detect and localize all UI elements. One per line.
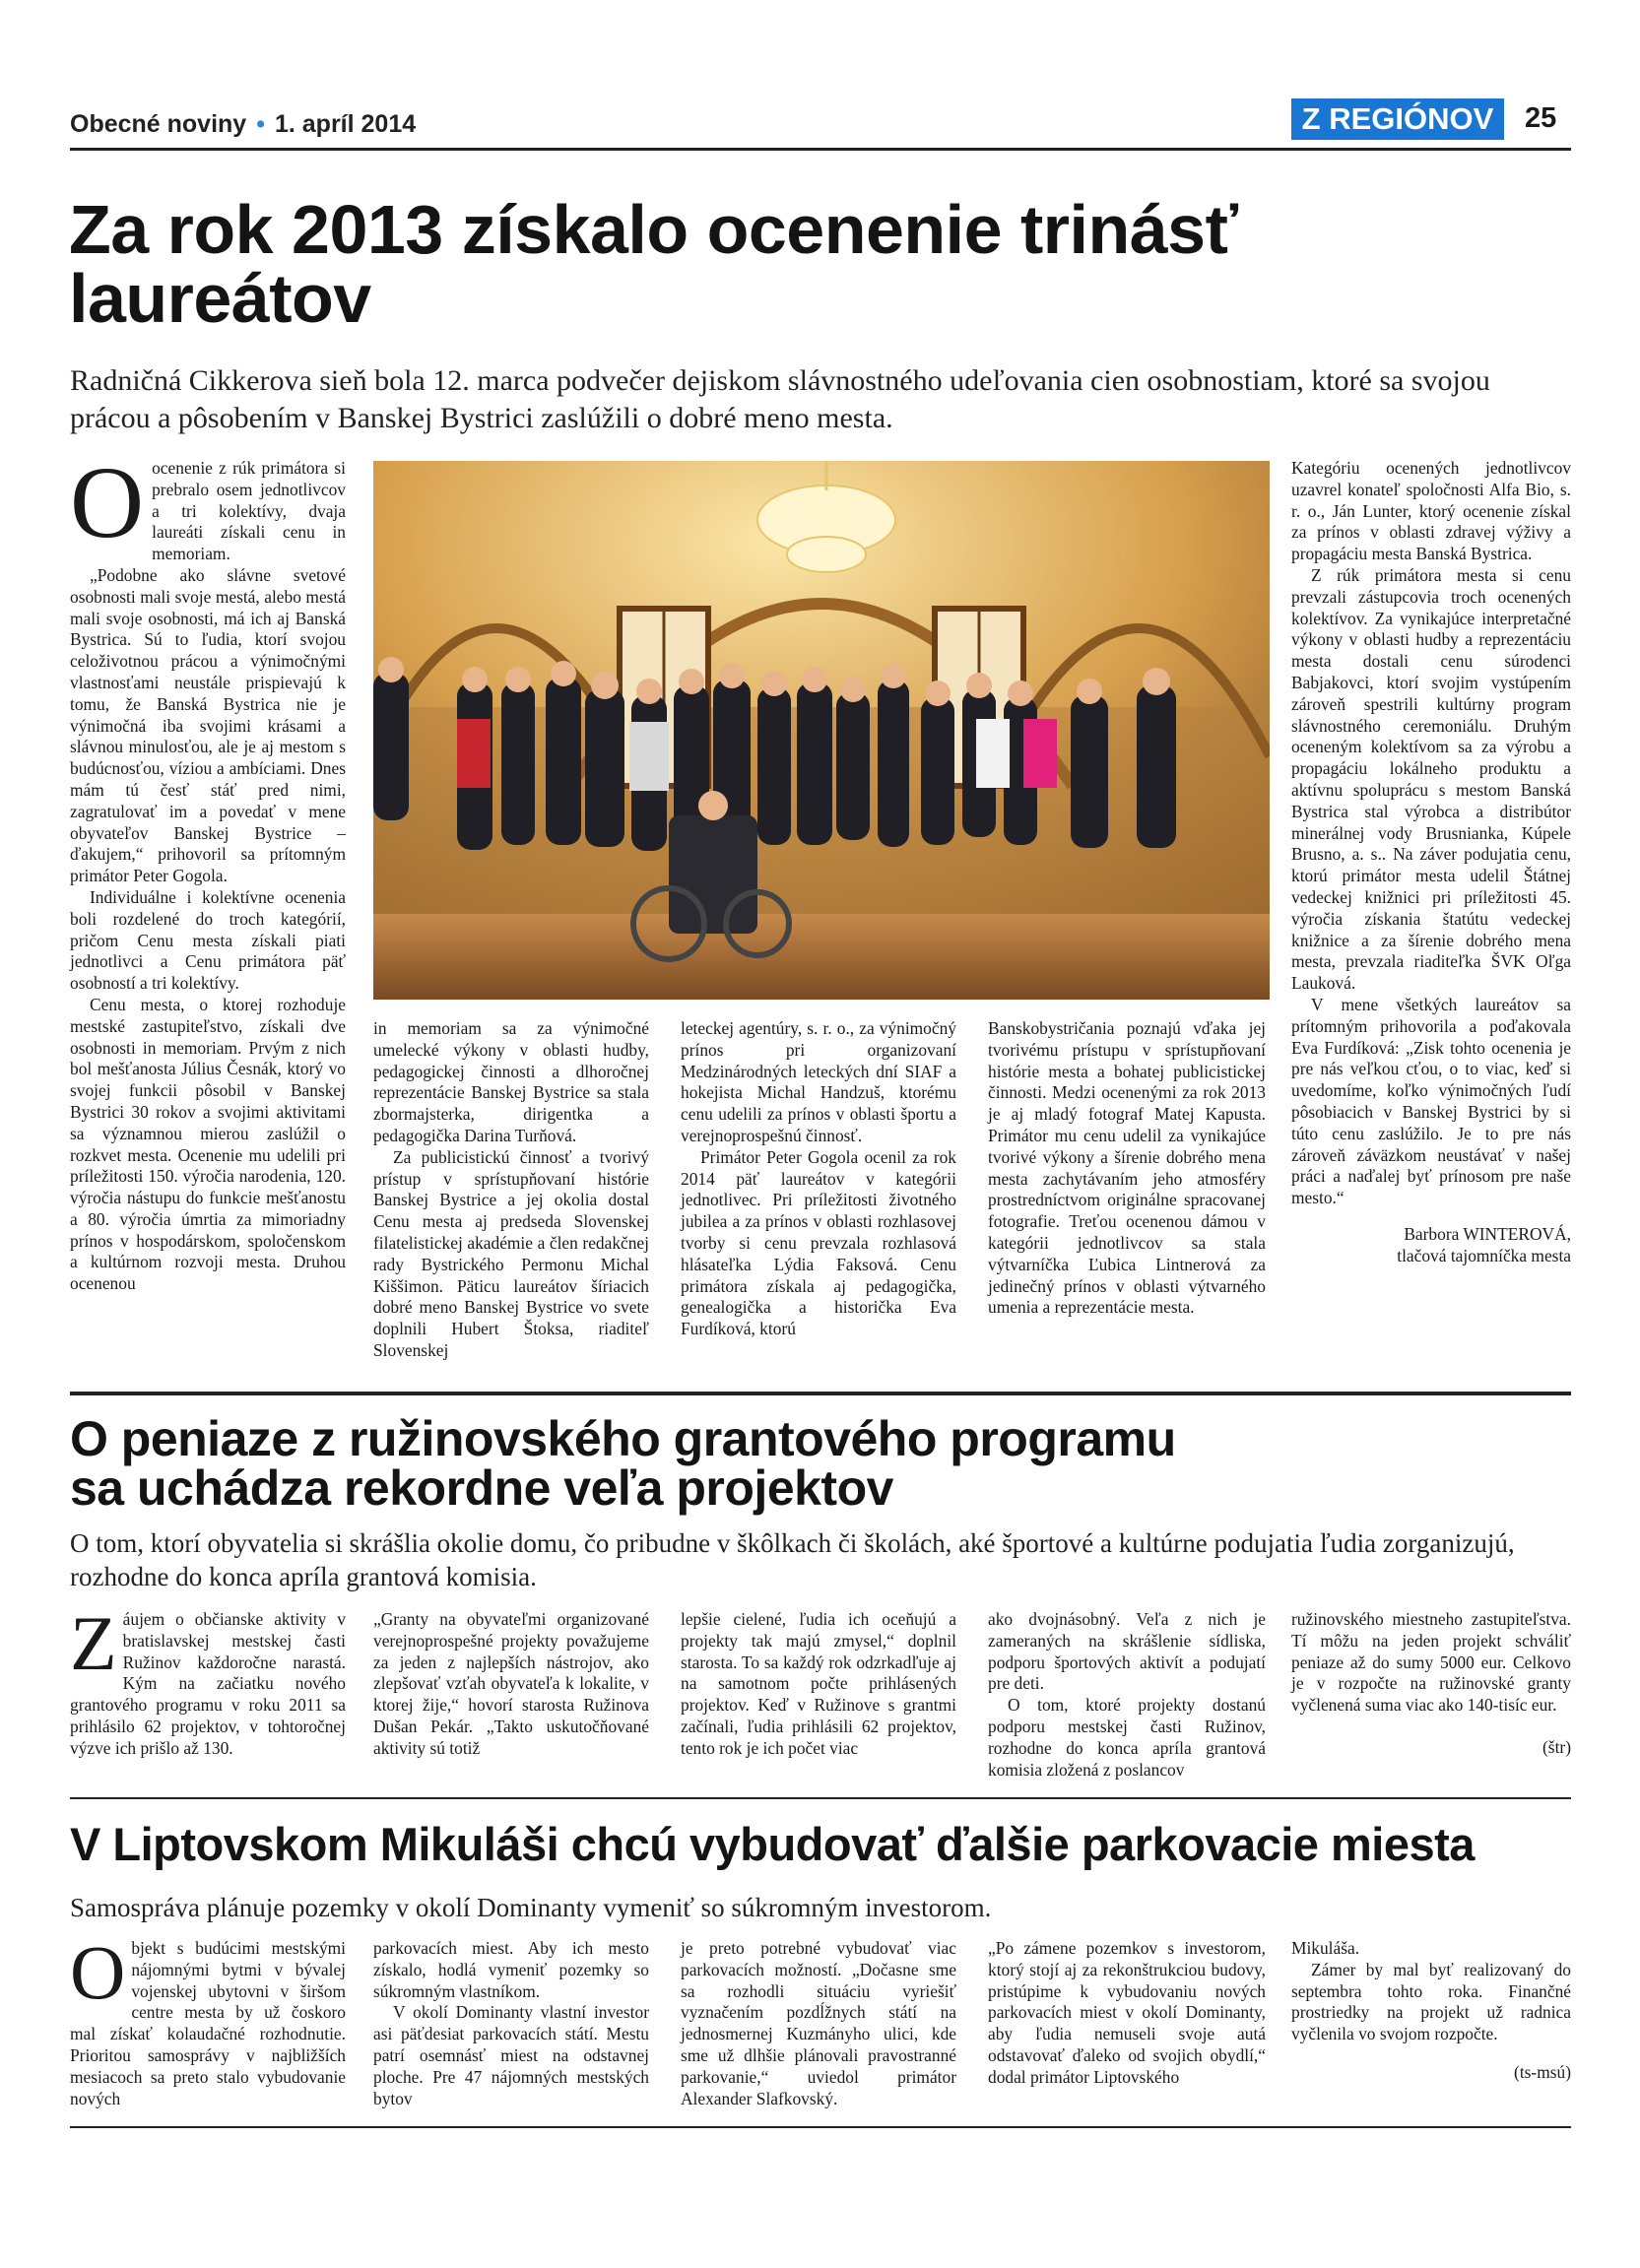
article-3-column-3 [681,1938,956,2109]
article-2-title [70,1411,1547,1516]
paragraph: ocenenie z rúk primátora si prebralo osem jednotlivcov a tri kolektívy, dvaja laureáti získali cenu in memoriam. [152,458,346,564]
paragraph: Zámer by mal byť realizovaný do septembra tohto roka. Finančné prostriedky na projekt už radnica vyčlenila vo svojom rozpočte. [1291,1959,1571,2044]
publication-name: Obecné noviny [70,110,247,138]
paragraph: Mikuláša. [1291,1938,1360,1958]
article-3-title: V Liptovskom Mikuláši chcú vybudovať ďalšie parkovacie miesta [70,1818,1475,1870]
page-number: 25 [1525,102,1557,134]
article-3-column-2 [373,1938,649,2109]
group-photo [373,461,1270,1000]
dropcap: O [70,1929,126,2015]
article-2-column-2 [373,1609,649,1760]
paragraph: ako dvojnásobný. Veľa z nich je zameraných na skrášlenie sídliska, podporu športových aktivít a podujatí pre deti. [988,1609,1266,1694]
paragraph: lepšie cielené, ľudia ich oceňujú a projekty tak majú zmysel,“ doplnil starosta. To sa každý rok odzrkadľuje aj na samotnom počte prihlásených projektov. Keď v Ružinove s grantmi začínali, ľudia prihlásili 62 projektov, tento rok je ich počet viac [681,1609,956,1758]
paragraph: Za publicistickú činnosť a tvorivý prístup v sprístupňovaní histórie Banskej Bystrice a jej okolia dostal Cenu mesta aj predseda Slovenskej filatelistickej akadémie a člen redakčnej rady Bystrického Permonu Michal Kiššimon. Päticu laureátov šíriacich dobré meno Banskej Bystrice vo svete doplnili Hubert Štoksa, riaditeľ Slovenskej [373,1146,649,1360]
paragraph: V okolí Dominanty vlastní investor asi päťdesiat parkovacích státí. Mestu patrí osemnásť miest na odstavnej ploche. Pre 47 nájomných mestských bytov [373,2002,649,2108]
article-1-column-5 [1291,458,1571,1266]
issue-date: 1. apríl 2014 [274,110,417,138]
dropcap: Z [70,1600,117,1686]
article-2-title-line-1: O peniaze z ružinovského grantového programu [70,1411,1176,1466]
dropcap: O [70,446,145,559]
article-2-column-1 [70,1600,346,1760]
section-divider [70,1392,1571,1395]
footer-rule [70,2126,1571,2128]
author-name: (ts-msú) [1514,2061,1571,2082]
paragraph: Kategóriu ocenených jednotlivcov uzavrel konateľ spoločnosti Alfa Bio, s. r. o., Ján Lunter, ktorý ocenenie získal za prínos v oblasti zdravej výživy a propagáciu mesta Banská Bystrica. [1291,458,1571,564]
article-3-column-1 [70,1929,346,2109]
article-2-deck: O tom, ktorí obyvatelia si skrášlia okolie domu, čo pribudne v škôlkach či školách, aké športové a kultúrne podujatia ľudia zorganizujú, rozhodne do konca apríla grantová komisia. [70,1528,1515,1591]
separator-dot: • [256,110,265,138]
section-divider [70,1797,1571,1799]
author-role: tlačová tajomníčka mesta [1397,1245,1571,1265]
paragraph: O tom, ktoré projekty dostanú podporu mestskej časti Ružinov, rozhodne do konca apríla grantová komisia zložená z poslancov [988,1695,1266,1780]
section-tag: Z REGIÓNOV [1291,98,1504,140]
article-1-deck: Radničná Cikkerova sieň bola 12. marca podvečer dejiskom slávnostného udeľovania cien osobnostiam, ktoré sa svojou prácou a pôsobením v Banskej Bystrici zaslúžili o dobré meno mesta. [70,364,1490,434]
paragraph: V mene všetkých laureátov sa prítomným prihovorila a poďakovala Eva Furdíková: „Zisk tohto ocenenia je pre nás veľkou cťou, o to viac, keď si uvedomíme, koľko výnimočných ľudí pôsobiacich v Banskej Bystrici by si túto cenu zaslúžilo. Je to pre nás zároveň záväzkom neustávať v našej práci a naďalej byť prínosom pre naše mesto.“ [1291,994,1571,1208]
paragraph: áujem o občianske aktivity v bratislavskej mestskej časti Ružinov každoročne narastá. Kým na začiatku nového grantového programu v roku 2011 sa prihlásilo 62 projektov, v tohtoročnej výzve ich prišlo až 130. [70,1609,346,1758]
article-3-column-4 [988,1938,1266,2089]
paragraph: „Po zámene pozemkov s investorom, ktorý stojí aj za rekonštrukciou budovy, pristúpime k vybudovaniu nových parkovacích miest v okolí Dominanty, aby ľudia nemuseli svoje autá odstavovať ďaleko od svojich obydlí,“ dodal primátor Liptovského [988,1938,1266,2087]
paragraph: „Granty na obyvateľmi organizované verejnoprospešné projekty považujeme za jeden z najlepších nástrojov, ako zlepšovať vzťah obyvateľa k lokalite, v ktorej žije,“ hovorí starosta Ružinova Dušan Pekár. „Takto uskutočňované aktivity sú totiž [373,1609,649,1758]
article-1-column-4 [988,1018,1266,1319]
paragraph: „Podobne ako slávne svetové osobnosti mali svoje mestá, alebo mestá mali svoje osobnosti, má ich aj Banská Bystrica. Sú to ľudia, ktorí svojou celoživotnou prácou a výnimočnými vlastnosťami neustále prispievajú k tomu, že Banská Bystrica nie je výnimočná iba svojimi krásami a slávnou minulosťou, ale je aj mestom s budúcnosťou, víziou a ambíciami. Dnes mám tú česť stáť pred nimi, zagratulovať im a povedať v mene obyvateľov Banskej Bystrice – ďakujem,“ prihovoril sa prítomným primátor Peter Gogola. [70,564,346,886]
paragraph: ružinovského miestneho zastupiteľstva. Tí môžu na jeden projekt schváliť peniaze až do sumy 5000 eur. Celkovo je v rozpočte na ružinovské granty vyčlenená suma viac ako 140-tisíc eur. [1291,1609,1571,1716]
author-name: Barbora WINTEROVÁ, [1404,1223,1571,1244]
paragraph: Cenu mesta, o ktorej rozhoduje mestské zastupiteľstvo, získali dve osobnosti in memoriam. Prvým z nich bol mešťanosta Július Česnák, ktorý vo svojej funkcii pôsobil v Banskej Bystrici 30 rokov a svojimi aktivitami sa významnou mierou zaslúžil o rozkvet mesta. Ocenenie mu udelili pri príležitosti 150. výročia narodenia, 120. výročia nástupu do funkcie mešťanostu a 80. výročia úmrtia za mimoriadny prínos v hospodárskom, spoločenskom a kultúrnom rozvoji mesta. Druhou ocenenou [70,994,346,1294]
header-rule [70,148,1571,151]
article-2-column-4 [988,1609,1266,1781]
article-1-column-2 [373,1018,649,1362]
article-3-deck: Samospráva plánuje pozemky v okolí Dominanty vymeniť so súkromným investorom. [70,1893,992,1922]
paragraph: Banskobystričania poznajú vďaka jej tvorivému prístupu v sprístupňovaní histórie mesta a bohatej publicistickej činnosti. Medzi ocenenými za rok 2013 je aj mladý fotograf Matej Kapusta. Primátor mu cenu udelil za vynikajúce tvorivé výkony a šírenie dobrého mena mesta zachytávaním jeho atmosféry prostredníctvom originálne spracovanej fotografie. Treťou ocenenou dámou v kategórii jednotlivcov sa stala výtvarníčka Ľubica Lintnerová za jedinečný prínos v oblasti výtvarného umenia a reprezentácie mesta. [988,1018,1266,1318]
paragraph: Primátor Peter Gogola ocenil za rok 2014 päť laureátov v kategórii jednotlivec. Pri príležitosti životného jubilea a za prínos v oblasti rozhlasovej tvorby si cenu prevzala rozhlasová hlásateľka Lýdia Faksová. Cenu primátora získala aj pedagogička, genealogička a historička Eva Furdíková, ktorú [681,1146,956,1339]
paragraph: in memoriam sa za výnimočné umelecké výkony v oblasti hudby, pedagogickej činnosti a dlhoročnej reprezentácie Banskej Bystrice sa stala zbormajsterka, dirigentka a pedagogička Darina Turňová. [373,1018,649,1145]
paragraph: bjekt s budúcimi mestskými nájomnými bytmi v bývalej vojenskej ubytovni v širšom centre mesta by už čoskoro mal získať kolaudačné rozhodnutie. Prioritou samosprávy v najbližších mesiacoch sa preto stalo vybudovanie nových [70,1938,346,2108]
article-2-title-line-2: sa uchádza rekordne veľa projektov [70,1460,893,1516]
paragraph: leteckej agentúry, s. r. o., za výnimočný prínos pri organizovaní Medzinárodných leteckých dní SIAF a hokejista Michal Handzuš, ktorému cenu udelili za prínos v oblasti športu a verejnoprospešnú činnosť. [681,1018,956,1145]
article-2-column-3 [681,1609,956,1760]
masthead [70,110,416,139]
article-3-column-5 [1291,1938,1571,2083]
article-1-title: Za rok 2013 získalo ocenenie trinásť laureátov [69,191,1238,337]
paragraph: parkovacích miest. Aby ich mesto získalo, hodlá vymeniť pozemky so súkromným vlastníkom. [373,1938,649,2001]
paragraph: je preto potrebné vybudovať viac parkovacích možností. „Dočasne sme sa rozhodli situáciu vyriešiť vyznačením pozdĺžnych státí na jednosmernej Kuzmányho ulici, kde sme už dlhšie plánovali pravostranné parkovanie,“ uviedol primátor Alexander Slafkovský. [681,1938,956,2108]
paragraph: Z rúk primátora mesta si cenu prevzali zástupcovia troch ocenených kolektívov. Za vynikajúce interpretačné výkony v oblasti hudby a reprezentáciu mesta dostali cenu súrodenci Babjakovci, ktorí svojim vystúpením zároveň spestrili kultúrny program slávnostného ceremoniálu. Druhým oceneným kolektívom sa za výrobu a propagáciu lokálneho produktu a aktívnu spoluprácu s mestom Banská Bystrica stal výrobca a distribútor minerálnej vody Brusnianka, Kúpele Brusno, a. s.. Na záver podujatia cenu, ktorú primátor mesta udelil Štátnej vedeckej knižnici pri príležitosti 45. výročia získania štatútu vedeckej knižnice a za šírenie dobrého mena mesta, prevzala riaditeľka ŠVK Oľga Lauková. [1291,564,1571,994]
article-1-column-3 [681,1018,956,1340]
author-name: (štr) [1542,1736,1571,1757]
paragraph: Individuálne i kolektívne ocenenia boli rozdelené do troch kategórií, pričom Cenu mesta získali piati jednotlivci a Cenu primátora päť osobností a tri kolektívy. [70,886,346,994]
article-1-column-1 [70,446,346,1295]
article-2-column-5 [1291,1609,1571,1758]
